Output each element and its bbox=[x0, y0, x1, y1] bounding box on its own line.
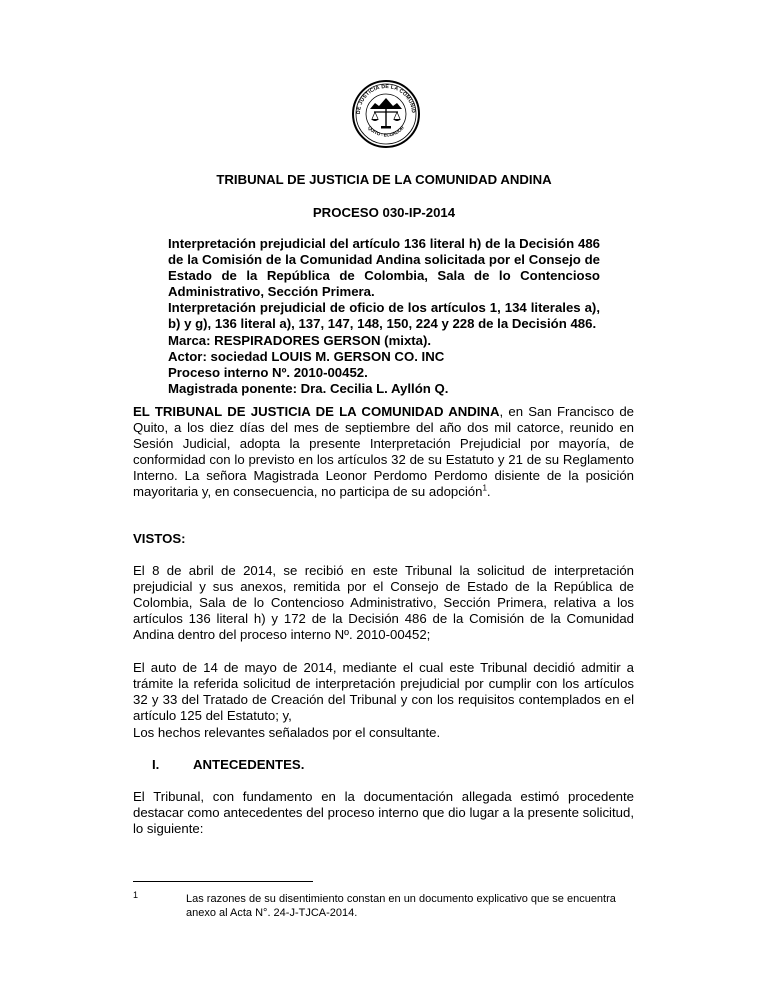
internal-process: Proceso interno Nº. 2010-00452. bbox=[168, 364, 368, 380]
rapporteur: Magistrada ponente: Dra. Cecilia L. Ayllón Q. bbox=[168, 380, 449, 396]
svg-text:TRIBUNAL DE JUSTICIA DE LA COM: DE JUSTICIA DE LA COMUNID bbox=[355, 83, 417, 115]
case-summary bbox=[168, 236, 600, 397]
footnote-divider bbox=[133, 881, 313, 882]
footnote-ref: 1 bbox=[482, 483, 487, 493]
vistos-paragraph-2: El auto de 14 de mayo de 2014, mediante el cual este Tribunal decidió admitir a trámite la referida solicitud de interpretación prejudicial por cumplir con los artículos 32 y 33 del Tratado de Creación del Tribunal y con los requisitos contemplados en el artículo 125 del Estatuto; y, bbox=[133, 660, 634, 723]
vistos-paragraph-3: Los hechos relevantes señalados por el consultante. bbox=[133, 725, 441, 740]
svg-text:QUITO - ECUADOR: QUITO - ECUADOR bbox=[366, 125, 406, 138]
trademark: Marca: RESPIRADORES GERSON (mixta). bbox=[168, 332, 432, 348]
court-title: TRIBUNAL DE JUSTICIA DE LA COMUNIDAD ANDINA bbox=[216, 172, 552, 187]
footnote-text: Las razones de su disentimiento constan en un documento explicativo que se encuentra anexo al Acta N°. 24-J-TJCA-2014. bbox=[186, 893, 616, 919]
opening-paragraph: EL TRIBUNAL DE JUSTICIA DE LA COMUNIDAD ANDINA, en San Francisco de Quito, a los diez días del mes de septiembre del año dos mil catorce, reunido en Sesión Judicial, adopta la presente Interpretación Prejudicial por mayoría, de conformidad con lo previsto en los artículos 32 de su Estatuto y 21 de su Reglamento Interno. La señora Magistrada Leonor Perdomo Perdomo disiente de la posición mayoritaria y, en consecuencia, no participa de su adopción$^1$. bbox=[133, 404, 634, 499]
process-number: PROCESO 030-IP-2014 bbox=[312, 205, 456, 220]
footnote-number: 1 bbox=[133, 890, 139, 900]
section-title: ANTECEDENTES. bbox=[193, 757, 305, 772]
actor: Actor: sociedad LOUIS M. GERSON CO. INC bbox=[168, 348, 445, 364]
vistos-heading: VISTOS: bbox=[133, 531, 186, 546]
antecedentes-paragraph: El Tribunal, con fundamento en la documentación allegada estimó procedente destacar como antecedentes del proceso interno que dio lugar a la presente solicitud, lo siguiente: bbox=[133, 789, 634, 836]
interpretation-ex-officio: Interpretación prejudicial de oficio de los artículos 1, 134 literales a), b) y g), 136 literal a), 137, 147, 148, 150, 224 y 228 de la Decisión 486. bbox=[168, 300, 600, 332]
section-number: I. bbox=[152, 757, 160, 772]
interpretation-request: Interpretación prejudicial del artículo 136 literal h) de la Decisión 486 de la Comisión de la Comunidad Andina solicitada por el Consejo de Estado de la República de Colombia, Sala de lo Contencioso Administrativo, Sección Primera. bbox=[168, 236, 600, 300]
court-seal-icon bbox=[351, 79, 421, 149]
vistos-paragraph-1: El 8 de abril de 2014, se recibió en este Tribunal la solicitud de interpretación prejudicial y sus anexos, remitida por el Consejo de Estado de la República de Colombia, Sala de lo Contencioso Administrativo, Sección Primera, relativa a los artículos 136 literal h) y 172 de la Decisión 486 de la Comisión de la Comunidad Andina dentro del proceso interno Nº. 2010-00452; bbox=[133, 563, 634, 642]
